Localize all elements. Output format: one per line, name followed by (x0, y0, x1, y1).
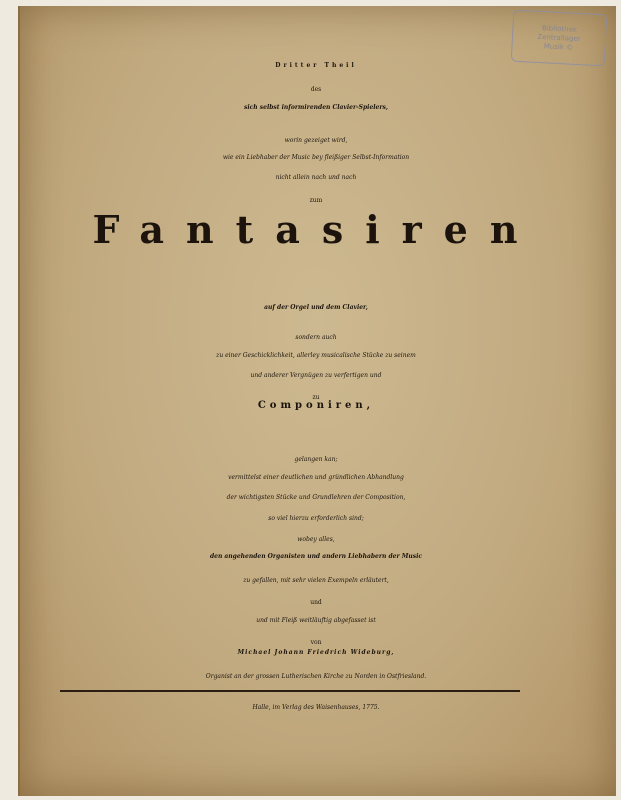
zu-line: zu (312, 394, 320, 401)
author-position: Organist an der grossen Lutherischen Kirche zu Norden in Ostfriesland. (205, 673, 427, 680)
wobey-line: wobey alles, (297, 536, 335, 543)
nicht-allein-line: nicht allein nach und nach (275, 174, 357, 181)
stamp-line-3: Musik © (543, 41, 574, 52)
des-line: des (310, 86, 322, 93)
library-stamp (511, 10, 608, 67)
orgel-line: auf der Orgel und dem Clavier, (264, 304, 368, 311)
gefallen-line: zu gefallen, mit sehr vielen Exempeln erläutert, (243, 577, 389, 584)
angehenden-line: den angehenden Organisten und andern Liebhabern der Music (209, 553, 423, 560)
imprint-rule (60, 690, 520, 692)
wie-line: wie ein Liebhaber der Music bey fleißiger Selbst-Information (222, 154, 410, 161)
zu-einer-line: zu einer Geschicklichkeit, allerley musicalische Stücke zu seinem (216, 352, 416, 359)
anderer-line: und anderer Vergnügen zu verfertigen und (250, 372, 382, 379)
author-name: Michael Johann Friedrich Wideburg, (237, 649, 395, 656)
und-line: und (310, 599, 322, 606)
zum-line: zum (309, 197, 323, 204)
subject-line: sich selbst informirenden Clavier-Spielers, (243, 104, 388, 111)
sondern-line: sondern auch (295, 334, 337, 341)
stamp-line-1: Bibliothek (541, 23, 578, 34)
main-title-fantasiren: Fantasiren (92, 207, 540, 252)
stamp-line-2: Zentrallager (537, 32, 581, 43)
imprint-line: Halle, im Verlag des Waisenhauses, 1775. (252, 704, 380, 711)
vermittelst-line: vermittelst einer deutlichen und gründlichen Abhandlung (228, 474, 404, 481)
worin-line: worin gezeiget wird, (284, 137, 348, 144)
main-title-componiren: Componiren, (257, 400, 375, 411)
so-viel-line: so viel hierzu erforderlich sind; (268, 515, 364, 522)
von-line: von (310, 639, 322, 646)
wichtigsten-line: der wichtigsten Stücke und Grundlehren der Composition, (226, 494, 406, 501)
fleiss-line: und mit Fleiß weitläuftig abgefasset ist (256, 617, 376, 624)
volume-heading: Dritter Theil (275, 62, 357, 69)
gelangen-line: gelangen kan; (294, 456, 338, 463)
